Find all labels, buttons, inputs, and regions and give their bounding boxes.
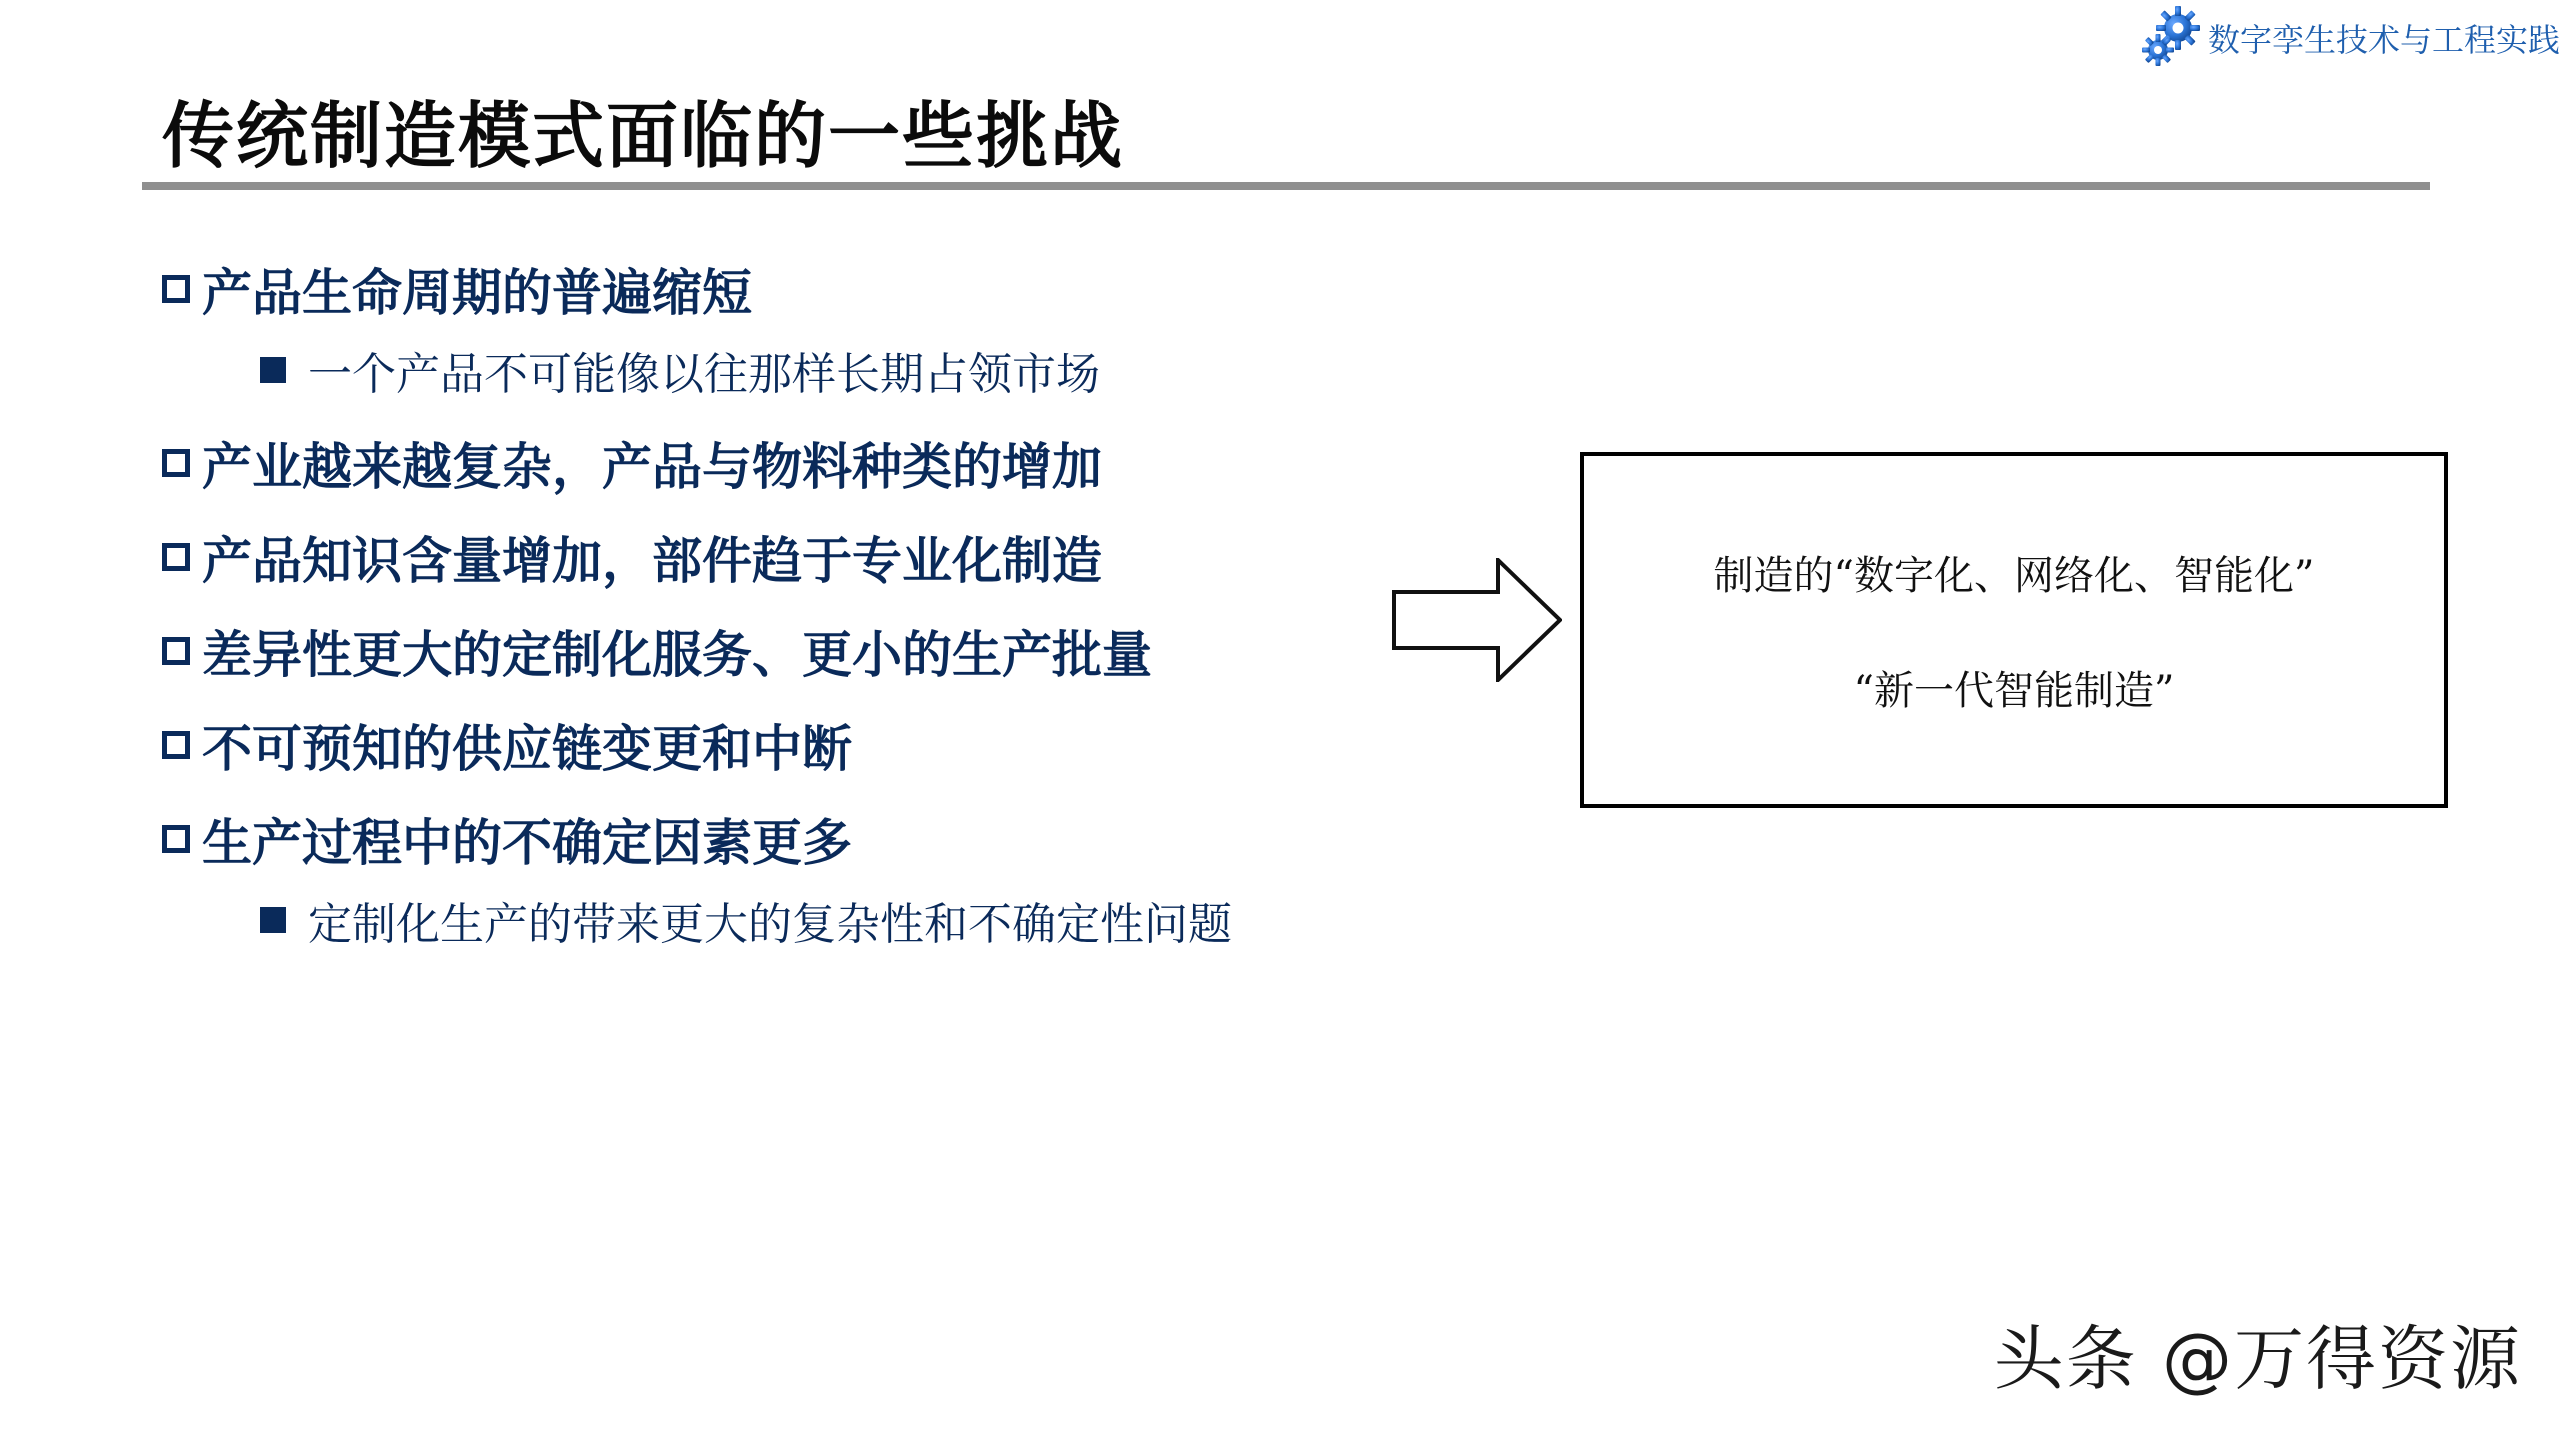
title-divider <box>142 182 2430 190</box>
outcome-line-1: 制造的“数字化、网络化、智能化” <box>1713 553 2315 599</box>
hollow-square-bullet-icon <box>162 449 190 477</box>
hollow-square-bullet-icon <box>162 275 190 303</box>
challenge-list <box>162 256 1462 980</box>
bullet-text: 产品知识含量增加，部件趋于专业化制造 <box>202 532 1102 590</box>
bullet-item <box>162 524 1462 590</box>
bullet-item <box>162 712 1462 778</box>
watermark: 头条 @万得资源 <box>1993 1318 2522 1400</box>
sub-bullet-text: 一个产品不可能像以往那样长期占领市场 <box>308 349 1100 400</box>
bullet-text: 差异性更大的定制化服务、更小的生产批量 <box>202 626 1152 684</box>
bullet-text: 产品生命周期的普遍缩短 <box>202 264 752 322</box>
hollow-square-bullet-icon <box>162 825 190 853</box>
bullet-item <box>162 806 1462 872</box>
right-arrow-icon <box>1392 558 1562 682</box>
brand-text: 数字孪生技术与工程实践 <box>2207 21 2560 59</box>
bullet-item <box>162 430 1462 496</box>
bullet-text: 不可预知的供应链变更和中断 <box>202 720 852 778</box>
bullet-text: 生产过程中的不确定因素更多 <box>202 814 852 872</box>
sub-bullet-item <box>260 892 1462 948</box>
outcome-box <box>1580 452 2448 808</box>
sub-bullet-item <box>260 342 1462 398</box>
brand <box>2138 6 2560 70</box>
outcome-line-2: “新一代智能制造” <box>1853 668 2175 714</box>
solid-square-bullet-icon <box>260 357 286 383</box>
bullet-text: 产业越来越复杂，产品与物料种类的增加 <box>202 438 1102 496</box>
sub-bullet-text: 定制化生产的带来更大的复杂性和不确定性问题 <box>308 899 1232 950</box>
hollow-square-bullet-icon <box>162 543 190 571</box>
page-title: 传统制造模式面临的一些挑战 <box>162 94 1125 178</box>
hollow-square-bullet-icon <box>162 637 190 665</box>
solid-square-bullet-icon <box>260 907 286 933</box>
bullet-item <box>162 256 1462 322</box>
gears-icon <box>2138 6 2202 70</box>
bullet-item <box>162 618 1462 684</box>
hollow-square-bullet-icon <box>162 731 190 759</box>
